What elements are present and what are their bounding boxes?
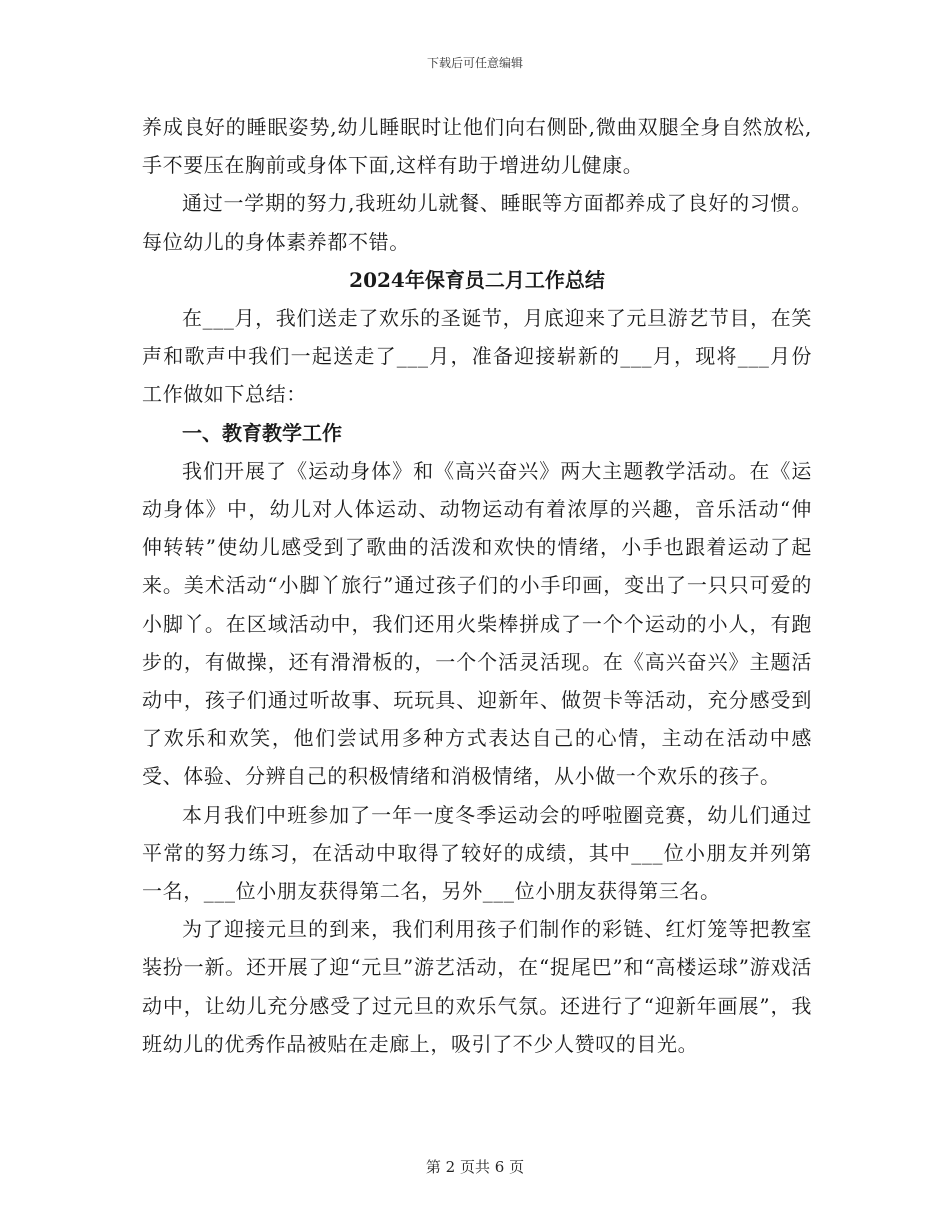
- document-body: [142, 108, 812, 1063]
- paragraph-teaching-activities: 我们开展了《运动身体》和《高兴奋兴》两大主题教学活动。在《运动身体》中，幼儿对人体运动、动物运动有着浓厚的兴趣，音乐活动“伸伸转转”使幼儿感受到了歌曲的活泼和欢快的情绪，小手也跟着运动了起来。美术活动“小脚丫旅行”通过孩子们的小手印画，变出了一只只可爱的小脚丫。在区域活动中，我们还用火柴棒拼成了一个个运动的小人，有跑步的，有做操，还有滑滑板的，一个个活灵活现。在《高兴奋兴》主题活动中，孩子们通过听故事、玩玩具、迎新年、做贺卡等活动，充分感受到了欢乐和欢笑，他们尝试用多种方式表达自己的心情，主动在活动中感受、体验、分辨自己的积极情绪和消极情绪，从小做一个欢乐的孩子。: [142, 458, 812, 789]
- paragraph-sports-meet: 本月我们中班参加了一年一度冬季运动会的呼啦圈竞赛，幼儿们通过平常的努力练习，在活动中取得了较好的成绩，其中___位小朋友并列第一名，___位小朋友获得第二名，另外___位小朋友获得第三名。: [142, 802, 812, 904]
- paragraph-sleep-posture: 养成良好的睡眠姿势,幼儿睡眠时让他们向右侧卧,微曲双腿全身自然放松,手不要压在胸前或身体下面,这样有助于增进幼儿健康。: [142, 115, 812, 178]
- page-number: 第 2 页共 6 页: [425, 1158, 525, 1176]
- paragraph-semester-summary: 通过一学期的努力,我班幼儿就餐、睡眠等方面都养成了良好的习惯。每位幼儿的身体素养都不错。: [142, 191, 812, 254]
- document-title: 2024年保育员二月工作总结: [349, 267, 605, 292]
- page-header: 下载后可任意编辑: [426, 56, 523, 70]
- paragraph-intro: 在___月，我们送走了欢乐的圣诞节，月底迎来了元旦游艺节目，在笑声和歌声中我们一起送走了___月，准备迎接崭新的___月，现将___月份工作做如下总结：: [142, 306, 812, 407]
- paragraph-new-year: 为了迎接元旦的到来，我们利用孩子们制作的彩链、红灯笼等把教室装扮一新。还开展了迎“元旦”游艺活动，在“捉尾巴”和“高楼运球”游戏活动中，让幼儿充分感受了过元旦的欢乐气氛。还进行了“迎新年画展”，我班幼儿的优秀作品被贴在走廊上，吸引了不少人赞叹的目光。: [142, 917, 812, 1056]
- section-heading-teaching: 一、教育教学工作: [182, 420, 342, 445]
